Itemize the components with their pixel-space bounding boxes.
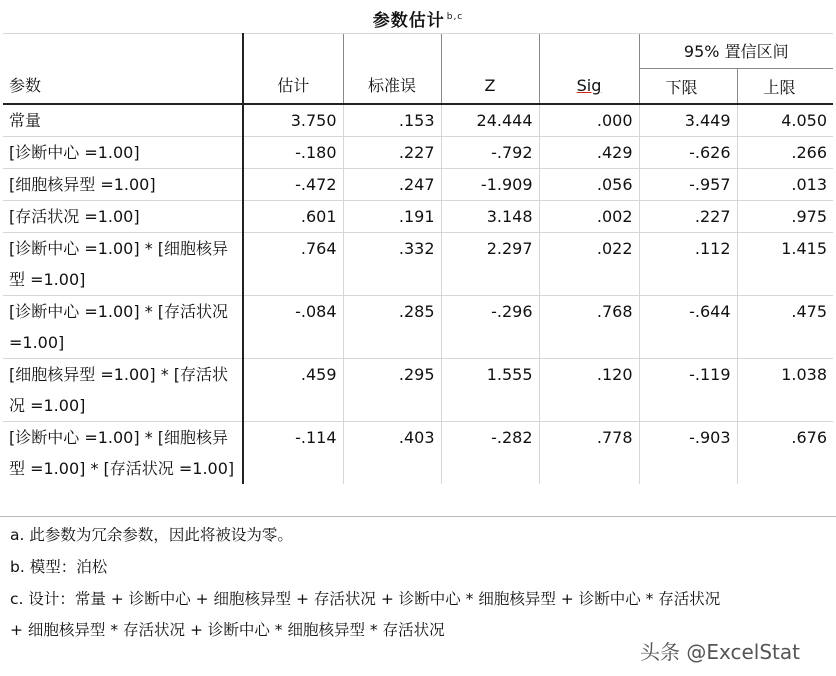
- cell-lower: 3.449: [639, 104, 737, 137]
- cell-z: 2.297: [441, 233, 539, 296]
- cell-z: 3.148: [441, 201, 539, 233]
- cell-z: 1.555: [441, 359, 539, 422]
- table-row: [3, 104, 833, 137]
- row-param: [细胞核异型 =1.00]: [3, 169, 243, 201]
- cell-upper: 1.038: [737, 359, 833, 422]
- cell-upper: .676: [737, 422, 833, 485]
- cell-lower: .112: [639, 233, 737, 296]
- row-param: [诊断中心 =1.00] * [细胞核异型 =1.00] * [存活状况 =1.00]: [3, 422, 243, 485]
- cell-estimate: -.180: [243, 137, 343, 169]
- cell-lower: -.644: [639, 296, 737, 359]
- header-upper: 上限: [737, 69, 833, 105]
- cell-estimate: -.114: [243, 422, 343, 485]
- watermark: 头条 @ExcelStat: [640, 640, 800, 664]
- header-estimate: 估计: [243, 34, 343, 105]
- cell-lower: -.903: [639, 422, 737, 485]
- table-row: [3, 296, 833, 359]
- cell-lower: .227: [639, 201, 737, 233]
- cell-upper: 4.050: [737, 104, 833, 137]
- cell-lower: -.957: [639, 169, 737, 201]
- cell-std-error: .285: [343, 296, 441, 359]
- cell-estimate: 3.750: [243, 104, 343, 137]
- cell-z: -.296: [441, 296, 539, 359]
- cell-sig: .000: [539, 104, 639, 137]
- cell-upper: .975: [737, 201, 833, 233]
- cell-upper: .475: [737, 296, 833, 359]
- header-lower: 下限: [639, 69, 737, 105]
- header-sig-text: Sig: [576, 76, 602, 95]
- table-body: [3, 104, 833, 484]
- cell-sig: .778: [539, 422, 639, 485]
- cell-sig: .022: [539, 233, 639, 296]
- table-row: [3, 422, 833, 485]
- cell-z: -.282: [441, 422, 539, 485]
- cell-std-error: .191: [343, 201, 441, 233]
- cell-estimate: .459: [243, 359, 343, 422]
- table-row: [3, 137, 833, 169]
- cell-std-error: .247: [343, 169, 441, 201]
- parameter-estimates-table: [3, 33, 833, 484]
- table-title: [0, 6, 836, 31]
- footnote-c-line2: + 细胞核异型 * 存活状况 + 诊断中心 * 细胞核异型 * 存活状况: [10, 621, 445, 639]
- cell-estimate: -.084: [243, 296, 343, 359]
- header-confidence-interval: 95% 置信区间: [639, 34, 833, 69]
- cell-std-error: .332: [343, 233, 441, 296]
- cell-z: 24.444: [441, 104, 539, 137]
- cell-estimate: -.472: [243, 169, 343, 201]
- row-param: [诊断中心 =1.00] * [细胞核异型 =1.00]: [3, 233, 243, 296]
- cell-z: -1.909: [441, 169, 539, 201]
- table-row: [3, 169, 833, 201]
- cell-sig: .429: [539, 137, 639, 169]
- header-param: 参数: [3, 34, 243, 105]
- cell-std-error: .403: [343, 422, 441, 485]
- cell-lower: -.626: [639, 137, 737, 169]
- cell-upper: 1.415: [737, 233, 833, 296]
- row-param: [诊断中心 =1.00]: [3, 137, 243, 169]
- cell-upper: .013: [737, 169, 833, 201]
- footnote-a: a. 此参数为冗余参数，因此将被设为零。: [10, 526, 293, 544]
- row-param: [存活状况 =1.00]: [3, 201, 243, 233]
- table-title-text: 参数估计: [372, 11, 445, 31]
- header-z: Z: [441, 34, 539, 105]
- cell-estimate: .764: [243, 233, 343, 296]
- cell-sig: .768: [539, 296, 639, 359]
- cell-z: -.792: [441, 137, 539, 169]
- title-superscript: b,c: [446, 12, 464, 23]
- table-row: [3, 359, 833, 422]
- cell-upper: .266: [737, 137, 833, 169]
- header-std-error: 标准误: [343, 34, 441, 105]
- table-row: [3, 201, 833, 233]
- row-param: [诊断中心 =1.00] * [存活状况 =1.00]: [3, 296, 243, 359]
- footnote-b: b. 模型：泊松: [10, 558, 108, 576]
- cell-sig: .056: [539, 169, 639, 201]
- cell-std-error: .227: [343, 137, 441, 169]
- cell-sig: .120: [539, 359, 639, 422]
- header-sig: [539, 34, 639, 105]
- cell-std-error: .153: [343, 104, 441, 137]
- row-param: 常量: [3, 104, 243, 137]
- footnote-c-line1: c. 设计：常量 + 诊断中心 + 细胞核异型 + 存活状况 + 诊断中心 * 细胞核异型 + 诊断中心 * 存活状况: [10, 590, 721, 608]
- row-param: [细胞核异型 =1.00] * [存活状况 =1.00]: [3, 359, 243, 422]
- table-row: [3, 233, 833, 296]
- cell-lower: -.119: [639, 359, 737, 422]
- cell-sig: .002: [539, 201, 639, 233]
- table-footnotes: [0, 516, 836, 639]
- cell-estimate: .601: [243, 201, 343, 233]
- cell-std-error: .295: [343, 359, 441, 422]
